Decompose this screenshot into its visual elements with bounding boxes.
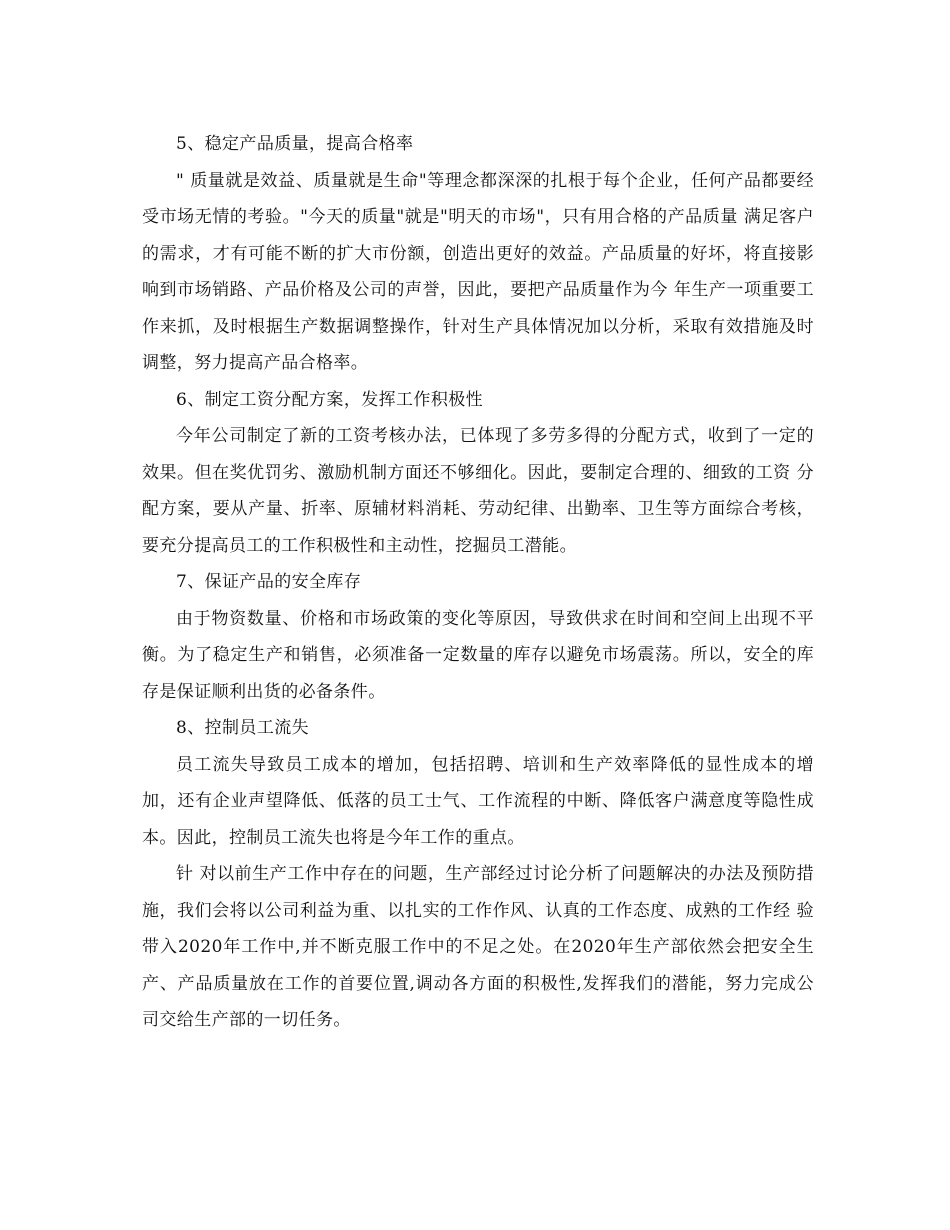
section-heading-quality: 5、稳定产品质量，提高合格率 (176, 134, 414, 154)
paragraph-quality: " 质量就是效益、质量就是生命"等理念都深深的扎根于每个企业，任何产品都要经受市场无情的考验。"今天的质量"就是"明天的市场"，只有用合格的产品质量 满足客户的需求，才有可能不断的扩大市份额，创造出更好的效益。产品质量的好坏，将直接影响到市场销路、产品价格及公司的声誉，因此，要把产品质量作为今 年生产一项重要工作来抓，及时根据生产数据调整操作，针对生产具体情况加以分析，采取有效措施及时调整，努力提高产品合格率。 (142, 170, 814, 373)
section-heading-inventory: 7、保证产品的安全库存 (176, 572, 362, 592)
paragraph-wage: 今年公司制定了新的工资考核办法，已体现了多劳多得的分配方式，收到了一定的效果。但在奖优罚劣、激励机制方面还不够细化。因此，要制定合理的、细致的工资 分配方案，要从产量、折率、原辅材料消耗、劳动纪律、出勤率、卫生等方面综合考核，要充分提高员工的工作积极性和主动性，挖掘员工潜能。 (142, 426, 814, 556)
paragraph-conclusion: 针 对以前生产工作中存在的问题，生产部经过讨论分析了问题解决的办法及预防措施，我们会将以公司利益为重、以扎实的工作作风、认真的工作态度、成熟的工作经 验带入2020年工作中,并不断克服工作中的不足之处。在2020年生产部依然会把安全生产、产品质量放在工作的首要位置,调动各方面的积极性,发挥我们的潜能，努力完成公司交给生产部的一切任务。 (142, 864, 814, 1030)
section-heading-turnover: 8、控制员工流失 (176, 718, 310, 738)
section-heading-wage: 6、制定工资分配方案，发挥工作积极性 (176, 389, 484, 410)
paragraph-turnover: 员工流失导致员工成本的增加，包括招聘、培训和生产效率降低的显性成本的增加，还有企业声望降低、低落的员工士气、工作流程的中断、降低客户满意度等隐性成本。因此，控制员工流失也将是今年工作的重点。 (142, 754, 814, 848)
paragraph-inventory: 由于物资数量、价格和市场政策的变化等原因，导致供求在时间和空间上出现不平衡。为了稳定生产和销售，必须准备一定数量的库存以避免市场震荡。所以，安全的库存是保证顺利出货的必备条件。 (142, 608, 814, 702)
document-body (142, 126, 814, 1039)
